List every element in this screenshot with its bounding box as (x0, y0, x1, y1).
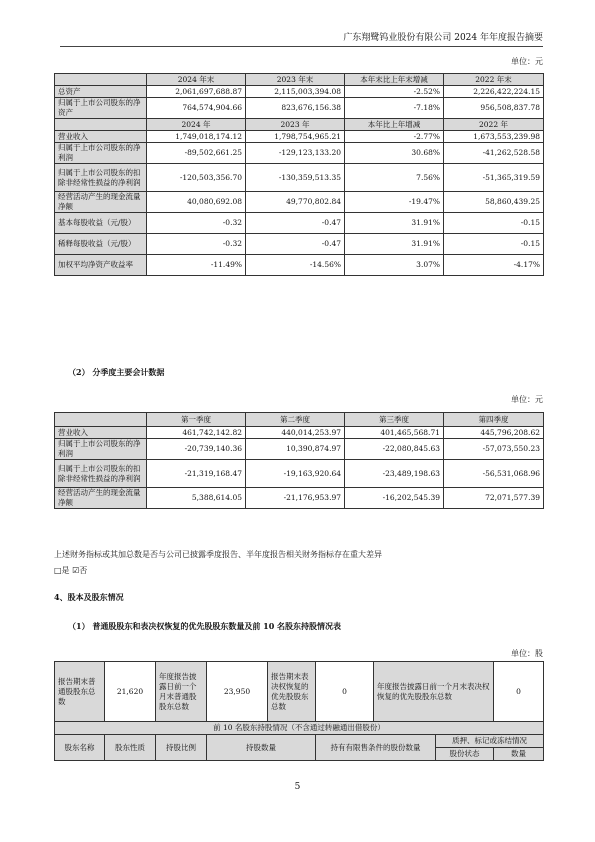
row-label: 营业收入 (55, 131, 147, 143)
header-rule (60, 46, 543, 47)
cell-value: 1,798,754,965.21 (246, 131, 345, 143)
total-holders-label: 报告期末普通股股东总数 (55, 662, 105, 722)
cell-value: 956,508,837.78 (444, 98, 544, 119)
cell-value: 58,860,439.25 (444, 192, 544, 213)
row-label: 经营活动产生的现金流量净额 (55, 192, 147, 213)
cell-value: -56,531,068.96 (444, 460, 544, 488)
cell-value: -14.56% (246, 255, 345, 276)
row-label: 归属于上市公司股东的净利润 (55, 439, 147, 460)
column-header: 2022 年末 (444, 74, 544, 86)
col-ratio: 持股比例 (156, 735, 207, 761)
cell-value: -0.32 (147, 234, 246, 255)
col-name: 股东名称 (55, 735, 105, 761)
table-header-row (55, 413, 544, 427)
column-header: 本年末比上年末增减 (345, 74, 444, 86)
cell-value: -0.15 (444, 234, 544, 255)
column-header: 2024 年 (147, 119, 246, 131)
col-num: 数量 (494, 748, 544, 761)
table-row (55, 131, 544, 143)
cell-value: -51,365,319.59 (444, 164, 544, 192)
prior-month-preferred-value: 0 (494, 662, 544, 722)
row-label: 归属于上市公司股东的净资产 (55, 98, 147, 119)
prior-month-preferred-label: 年度报告披露日前一个月末表决权恢复的优先股股东总数 (374, 662, 494, 722)
cell-value: 7.56% (345, 164, 444, 192)
top10-caption: 前 10 名股东持股情况（不含通过转融通出借股份） (55, 722, 544, 735)
cell-value: -7.18% (345, 98, 444, 119)
column-header (55, 119, 147, 131)
section-title: （1） 普通股股东和表决权恢复的优先股股东数量及前 10 名股东持股情况表 (68, 621, 342, 631)
col-nature: 股东性质 (105, 735, 156, 761)
cell-value: 5,388,614.05 (147, 488, 246, 509)
table-row (55, 460, 544, 488)
cell-value: 2,115,003,394.08 (246, 86, 345, 98)
cell-value: -4.17% (444, 255, 544, 276)
cell-value: 401,465,568.71 (345, 427, 444, 439)
cell-value: -57,073,550.23 (444, 439, 544, 460)
cell-value: -0.32 (147, 213, 246, 234)
cell-value: 1,749,018,174.12 (147, 131, 246, 143)
cell-value: 764,574,904.66 (147, 98, 246, 119)
column-header: 2024 年末 (147, 74, 246, 86)
cell-value: 823,676,156.38 (246, 98, 345, 119)
column-header: 本年比上年增减 (345, 119, 444, 131)
row-label: 总资产 (55, 86, 147, 98)
cell-value: -19,163,920.64 (246, 460, 345, 488)
column-header (55, 74, 147, 86)
table-row (55, 427, 544, 439)
section-title: （2） 分季度主要会计数据 (68, 367, 165, 377)
column-header: 第三季度 (345, 413, 444, 427)
cell-value: 2,061,697,688.87 (147, 86, 246, 98)
cell-value: 445,796,208.62 (444, 427, 544, 439)
column-header (55, 413, 147, 427)
cell-value: -20,739,140.36 (147, 439, 246, 460)
row-label: 营业收入 (55, 427, 147, 439)
cell-value: -130,359,513.35 (246, 164, 345, 192)
cell-value: -22,080,845.63 (345, 439, 444, 460)
quarterly-data-table (54, 412, 544, 509)
table-row (55, 234, 544, 255)
cell-value: 72,071,577.39 (444, 488, 544, 509)
page-number: 5 (294, 782, 301, 792)
column-header: 第四季度 (444, 413, 544, 427)
cell-value: -129,123,133.20 (246, 143, 345, 164)
table-row (55, 213, 544, 234)
cell-value: -2.52% (345, 86, 444, 98)
column-header: 第二季度 (246, 413, 345, 427)
table-row (55, 143, 544, 164)
row-label: 加权平均净资产收益率 (55, 255, 147, 276)
cell-value: 461,742,142.82 (147, 427, 246, 439)
cell-value: 31.91% (345, 234, 444, 255)
row-label: 基本每股收益（元/股） (55, 213, 147, 234)
table-row (55, 98, 544, 119)
cell-value: 31.91% (345, 213, 444, 234)
table-header-row (55, 119, 544, 131)
row-label: 稀释每股收益（元/股） (55, 234, 147, 255)
col-status: 股份状态 (436, 748, 494, 761)
cell-value: 40,080,692.08 (147, 192, 246, 213)
cell-value: -0.15 (444, 213, 544, 234)
cell-value: 1,673,553,239.98 (444, 131, 544, 143)
note-options: □是 ☑否 (54, 566, 88, 575)
cell-value: -0.47 (246, 213, 345, 234)
cell-value: -21,319,168.47 (147, 460, 246, 488)
cell-value: -2.77% (345, 131, 444, 143)
cell-value: -19.47% (345, 192, 444, 213)
cell-value: -11.49% (147, 255, 246, 276)
col-pledge: 质押、标记或冻结情况 (436, 735, 544, 748)
cell-value: -21,176,953.97 (246, 488, 345, 509)
cell-value: 30.68% (345, 143, 444, 164)
column-header: 第一季度 (147, 413, 246, 427)
prior-month-holders-value: 23,950 (207, 662, 268, 722)
cell-value: 10,390,874.97 (246, 439, 345, 460)
row-label: 归属于上市公司股东的净利润 (55, 143, 147, 164)
table-header-row (55, 74, 544, 86)
cell-value: -120,503,356.70 (147, 164, 246, 192)
prior-month-holders-label: 年度报告披露日前一个月末普通股股东总数 (156, 662, 207, 722)
note-text: 上述财务指标或其加总数是否与公司已披露季度报告、半年度报告相关财务指标存在重大差异 (54, 550, 382, 559)
table-row (55, 192, 544, 213)
preferred-holders-value: 0 (316, 662, 374, 722)
preferred-holders-label: 报告期末表决权恢复的优先股股东总数 (268, 662, 316, 722)
unit-label: 单位：元 (511, 395, 543, 404)
table-row (55, 439, 544, 460)
cell-value: -89,502,661.25 (147, 143, 246, 164)
row-label: 归属于上市公司股东的扣除非经常性损益的净利润 (55, 460, 147, 488)
column-header: 2022 年 (444, 119, 544, 131)
cell-value: 2,226,422,224.15 (444, 86, 544, 98)
cell-value: 440,014,253.97 (246, 427, 345, 439)
page-header: 广东翔鹭钨业股份有限公司 2024 年年度报告摘要 (343, 33, 543, 43)
cell-value: -16,202,545.39 (345, 488, 444, 509)
col-restricted: 持有有限售条件的股份数量 (316, 735, 436, 761)
col-qty: 持股数量 (207, 735, 316, 761)
table-row (55, 488, 544, 509)
cell-value: 49,770,802.84 (246, 192, 345, 213)
total-holders-value: 21,620 (105, 662, 156, 722)
table-row (55, 255, 544, 276)
cell-value: -23,489,198.63 (345, 460, 444, 488)
unit-label: 单位：股 (511, 649, 543, 658)
section-title: 4、股本及股东情况 (54, 592, 124, 602)
cell-value: -0.47 (246, 234, 345, 255)
table-row (55, 86, 544, 98)
column-header: 2023 年末 (246, 74, 345, 86)
key-financials-table (54, 73, 544, 276)
cell-value: -41,262,528.58 (444, 143, 544, 164)
table-row (55, 164, 544, 192)
row-label: 经营活动产生的现金流量净额 (55, 488, 147, 509)
column-header: 2023 年 (246, 119, 345, 131)
unit-label: 单位：元 (511, 57, 543, 66)
row-label: 归属于上市公司股东的扣除非经常性损益的净利润 (55, 164, 147, 192)
shareholder-table (54, 661, 544, 761)
cell-value: 3.07% (345, 255, 444, 276)
